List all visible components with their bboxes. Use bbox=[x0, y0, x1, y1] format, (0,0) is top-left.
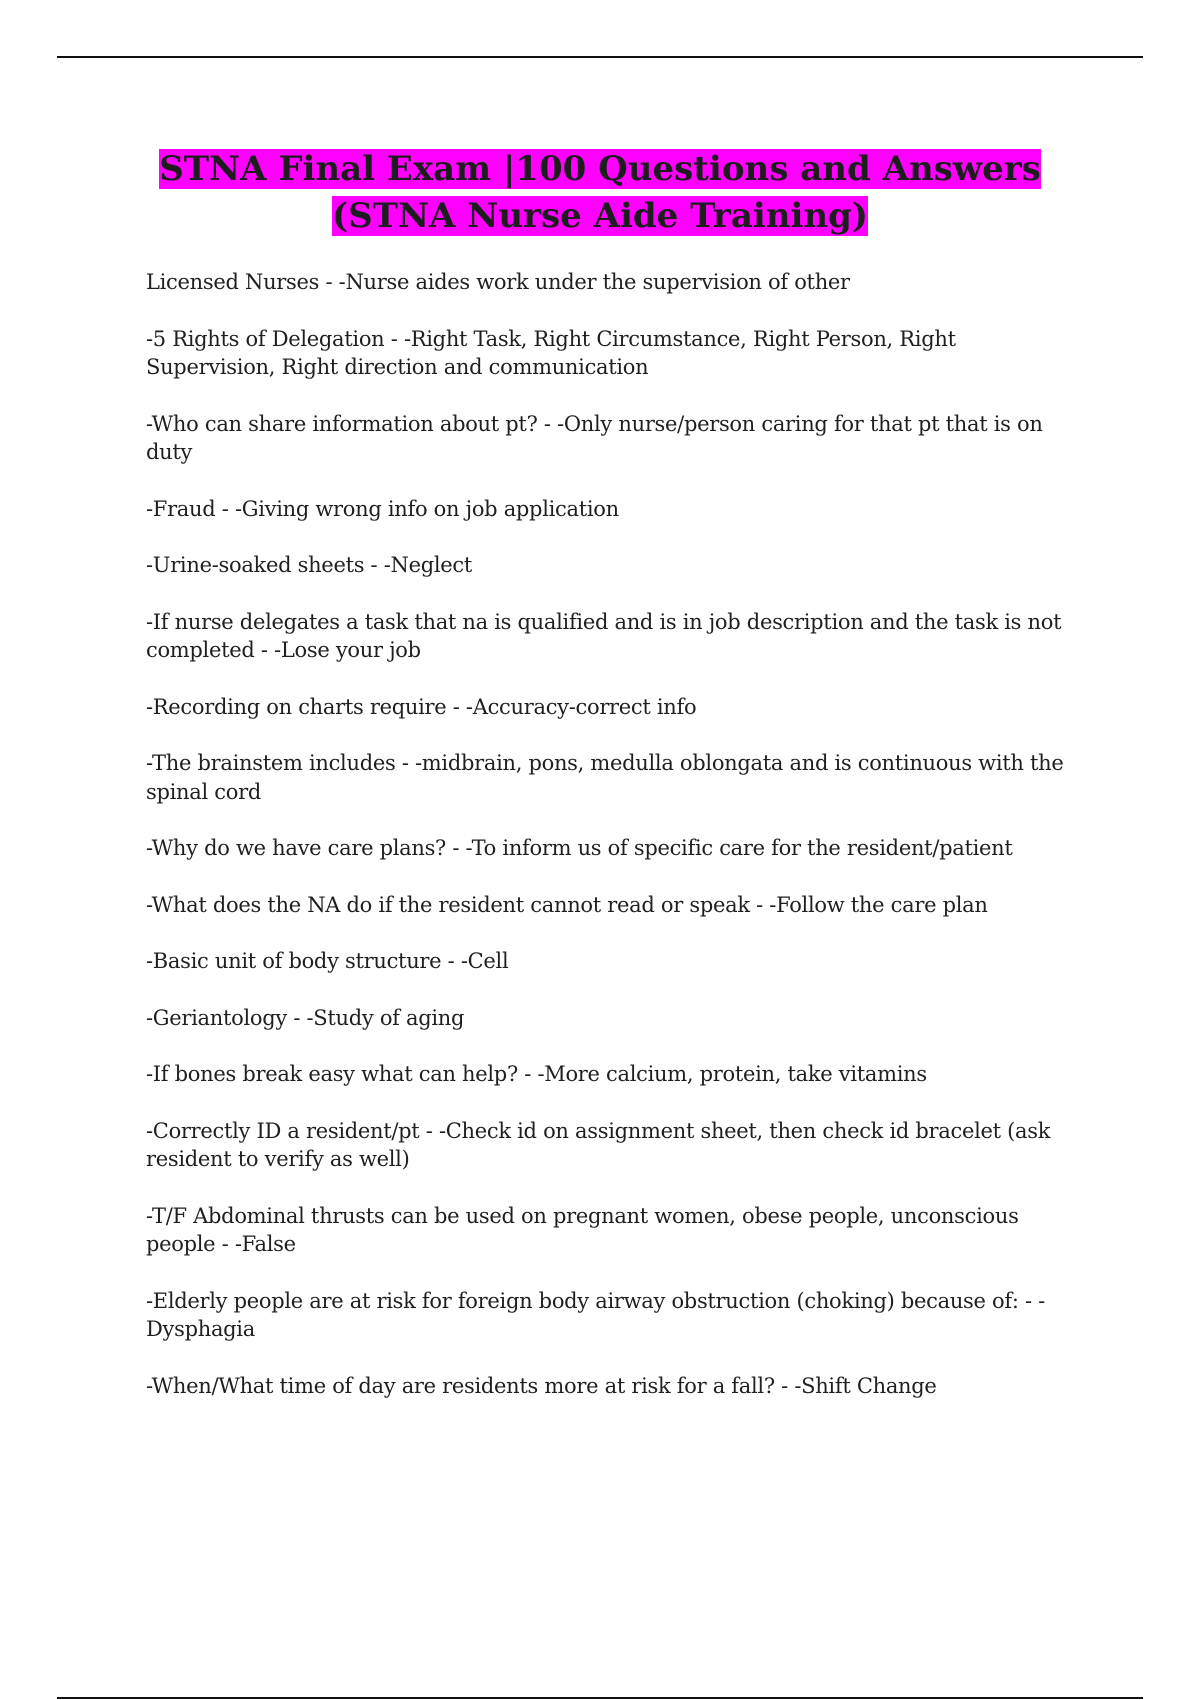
qa-item: -Urine-soaked sheets - -Neglect bbox=[146, 553, 473, 577]
qa-item: -Basic unit of body structure - -Cell bbox=[146, 949, 509, 973]
document-title bbox=[100, 146, 1100, 240]
footer-rule bbox=[57, 1697, 1143, 1699]
qa-list bbox=[146, 268, 1086, 1428]
header-rule bbox=[57, 56, 1143, 58]
qa-item: -When/What time of day are residents more at risk for a fall? - -Shift Change bbox=[146, 1373, 937, 1398]
qa-item: -Fraud - -Giving wrong info on job application bbox=[146, 496, 619, 521]
qa-item: -If bones break easy what can help? - -More calcium, protein, take vitamins bbox=[146, 1062, 927, 1086]
qa-item: -5 Rights of Delegation - -Right Task, Right Circumstance, Right Person, Right Supervision, Right direction and communication bbox=[146, 326, 956, 379]
qa-item: -T/F Abdominal thrusts can be used on pregnant women, obese people, unconscious people - -False bbox=[146, 1203, 1019, 1256]
qa-item: -Geriantology - -Study of aging bbox=[146, 1005, 465, 1030]
qa-item: -The brainstem includes - -midbrain, pons, medulla oblongata and is continuous with the spinal cord bbox=[146, 751, 1064, 804]
qa-item: -Why do we have care plans? - -To inform us of specific care for the resident/patient bbox=[146, 836, 1013, 860]
title-line-2: (STNA Nurse Aide Training) bbox=[332, 196, 868, 236]
qa-item: -Correctly ID a resident/pt - -Check id on assignment sheet, then check id bracelet (ask resident to verify as well) bbox=[146, 1118, 1051, 1171]
qa-item: -If nurse delegates a task that na is qualified and is in job description and the task is not completed - -Lose your job bbox=[146, 609, 1062, 662]
qa-item: -Elderly people are at risk for foreign body airway obstruction (choking) because of: - -Dysphagia bbox=[146, 1288, 1045, 1341]
qa-item: -Who can share information about pt? - -Only nurse/person caring for that pt that is on duty bbox=[146, 411, 1043, 464]
qa-item: -What does the NA do if the resident cannot read or speak - -Follow the care plan bbox=[146, 892, 988, 917]
title-line-1: STNA Final Exam |100 Questions and Answers bbox=[159, 149, 1041, 189]
qa-item: -Recording on charts require - -Accuracy-correct info bbox=[146, 694, 697, 719]
qa-item: Licensed Nurses - -Nurse aides work under the supervision of other bbox=[146, 270, 850, 294]
